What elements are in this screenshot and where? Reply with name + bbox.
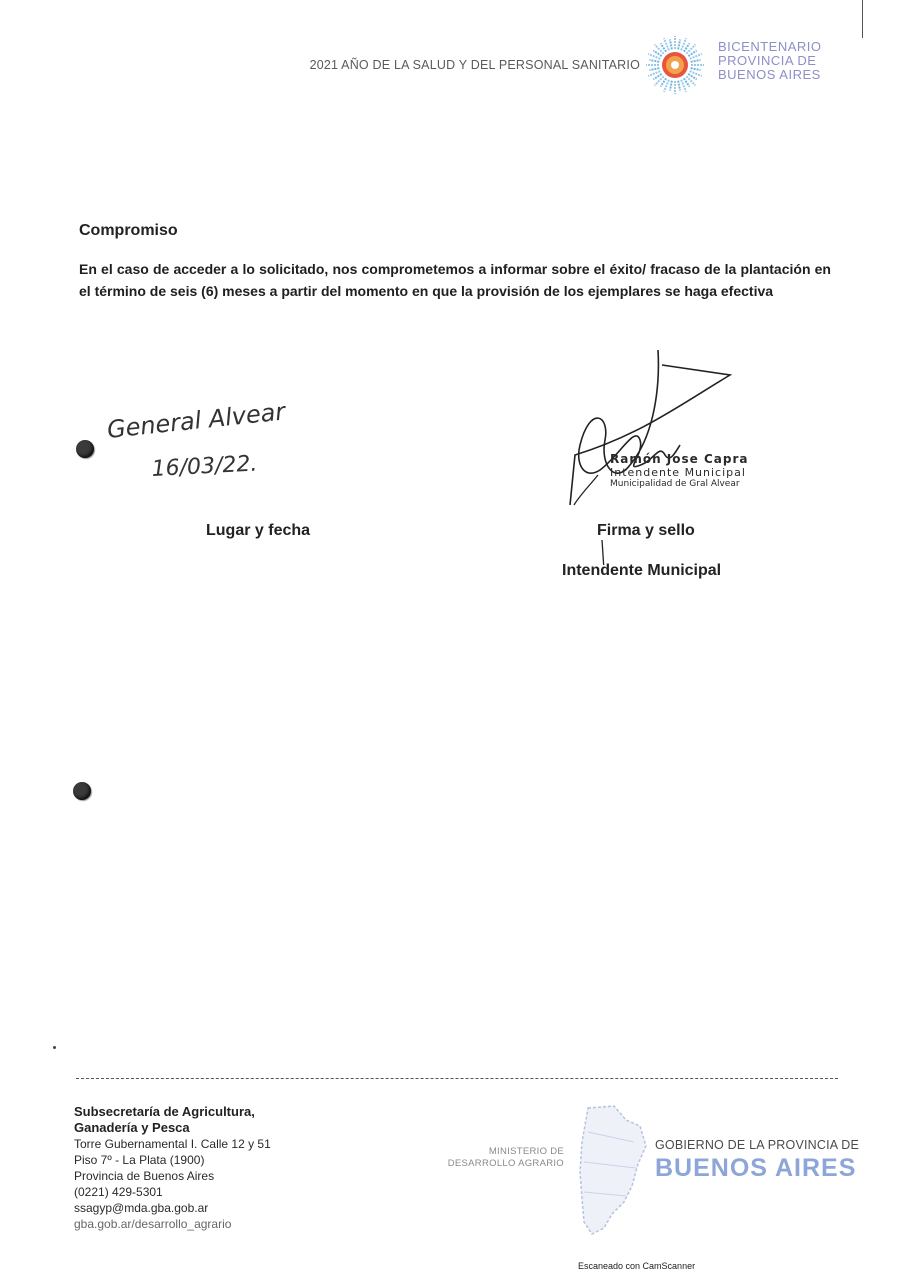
official-stamp — [610, 452, 780, 489]
footer-divider — [76, 1078, 838, 1079]
stamp-office: Municipalidad de Gral Alvear — [610, 479, 740, 489]
ministry-line: MINISTERIO DE — [488, 1146, 564, 1157]
punch-hole — [73, 782, 91, 800]
sun-ray — [691, 68, 701, 70]
bicentenario-logo-text — [718, 40, 858, 82]
sun-emblem-icon — [644, 34, 706, 96]
sun-ray — [678, 81, 680, 91]
commitment-paragraph: En el caso de acceder a lo solicitado, nos comprometemos a informar sobre el éxito/ fracaso de la plantación en el término de seis (6) meses a partir del momento en que la provisión de los ejemplares se haga efectiva — [79, 261, 831, 299]
footer-phone: (0221) 429-5301 — [74, 1185, 163, 1199]
stamp-name: Ramón Jose Capra — [610, 452, 749, 466]
ministry-line: DESARROLLO AGRARIO — [447, 1158, 564, 1169]
punch-hole — [76, 440, 94, 458]
scan-speck — [53, 1046, 56, 1049]
footer-website: gba.gob.ar/desarrollo_agrario — [74, 1217, 232, 1231]
bicentenario-line: BUENOS AIRES — [718, 67, 821, 82]
signature-label: Firma y sello — [597, 522, 695, 539]
handwritten-date: 16/03/22. — [151, 451, 258, 482]
footer-contact — [74, 1104, 334, 1232]
footer-address-line: Torre Gubernamental I. Calle 12 y 51 — [74, 1137, 271, 1151]
handwritten-place: General Alvear — [105, 397, 287, 444]
signature-sublabel: Intendente Municipal — [562, 562, 722, 579]
header-motto: 2021 AÑO DE LA SALUD Y DEL PERSONAL SANITARIO — [309, 58, 640, 72]
footer-office-line: Subsecretaría de Agricultura, — [74, 1104, 255, 1119]
footer-office-line: Ganadería y Pesca — [74, 1120, 190, 1135]
handwritten-place-date — [100, 396, 330, 496]
section-title: Compromiso — [79, 222, 178, 239]
sun-ray — [670, 39, 672, 49]
footer-address-line: Piso 7º - La Plata (1900) — [74, 1153, 205, 1167]
province-map-icon — [574, 1102, 652, 1240]
government-line-1: GOBIERNO DE LA PROVINCIA DE — [655, 1138, 860, 1152]
scan-edge-line — [862, 0, 863, 38]
stamp-role: Intendente Municipal — [610, 466, 746, 479]
government-line-2: BUENOS AIRES — [655, 1154, 857, 1182]
scanner-watermark: Escaneado con CamScanner — [578, 1261, 696, 1271]
bicentenario-line: PROVINCIA DE — [718, 53, 817, 68]
ministry-label — [440, 1146, 564, 1170]
footer-address-line: Provincia de Buenos Aires — [74, 1169, 215, 1183]
footer-email: ssagyp@mda.gba.gob.ar — [74, 1201, 209, 1215]
sun-ray — [670, 81, 672, 91]
bicentenario-line: BICENTENARIO — [718, 39, 822, 54]
sun-ray — [691, 60, 701, 62]
sun-ray — [649, 60, 659, 62]
sun-ray — [649, 68, 659, 70]
place-date-label: Lugar y fecha — [206, 522, 311, 539]
sun-ray — [678, 39, 680, 49]
